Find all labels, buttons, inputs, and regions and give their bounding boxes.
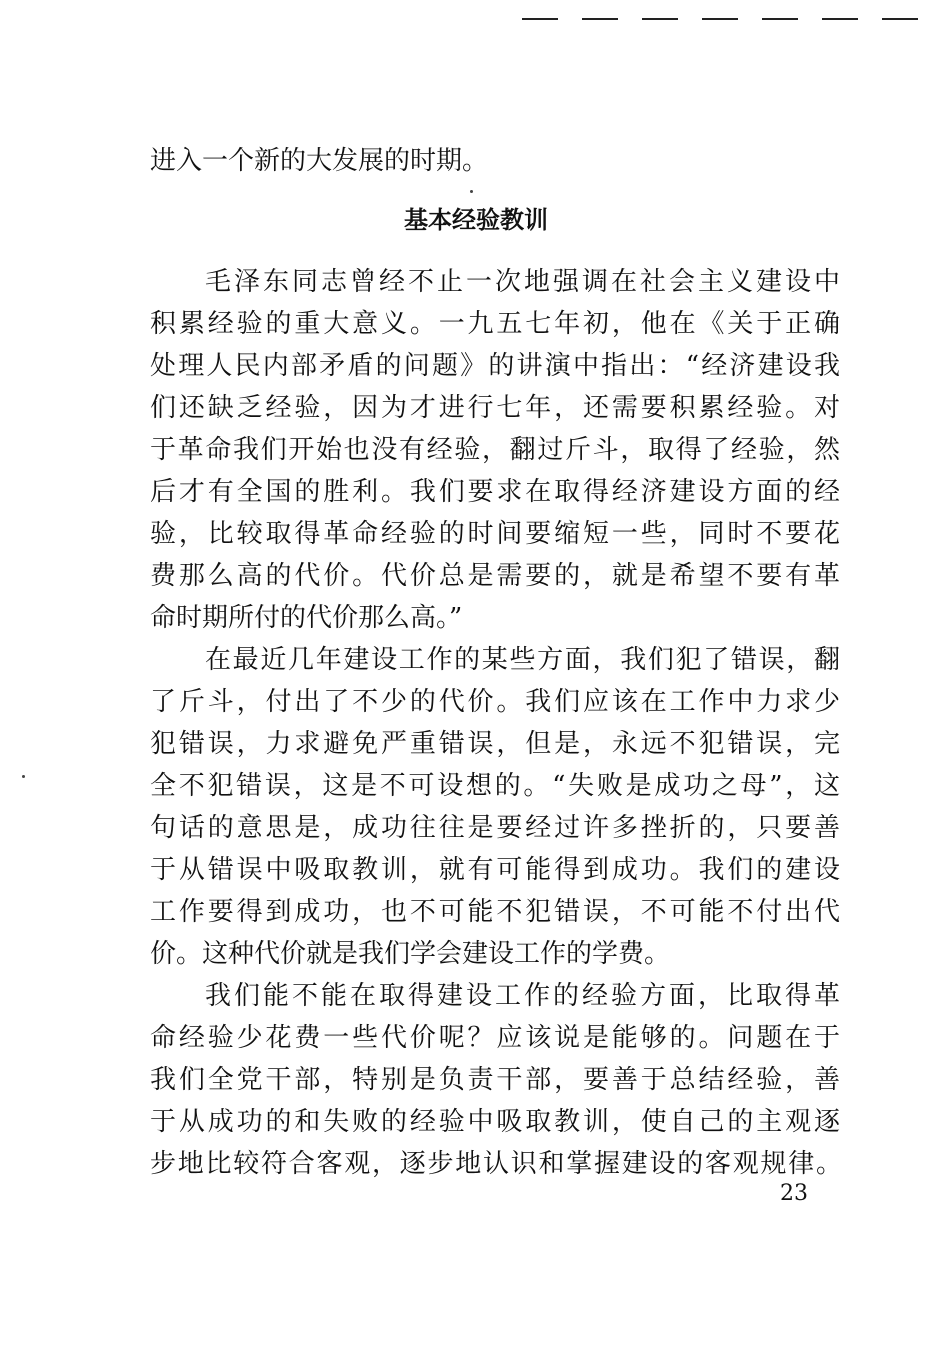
text-line: 在最近几年建设工作的某些方面，我们犯了错误，翻 <box>205 645 840 675</box>
rule-dash <box>582 18 618 20</box>
text-line: 句话的意思是，成功往往是要经过许多挫折的，只要善 <box>150 813 840 843</box>
text-line: 积累经验的重大意义。一九五七年初，他在《关于正确 <box>150 309 840 339</box>
rule-dash <box>642 18 678 20</box>
text-line: 了斤斗，付出了不少的代价。我们应该在工作中力求少 <box>150 687 840 717</box>
text-line: 我们全党干部，特别是负责干部，要善于总结经验，善 <box>150 1065 840 1095</box>
text-line: 犯错误，力求避免严重错误，但是，永远不犯错误，完 <box>150 729 840 759</box>
text-line: 于从成功的和失败的经验中吸取教训，使自己的主观逐 <box>150 1107 840 1137</box>
top-dashed-rule <box>522 18 918 20</box>
text-line: 后才有全国的胜利。我们要求在取得经济建设方面的经 <box>150 477 840 507</box>
text-line: 工作要得到成功，也不可能不犯错误，不可能不付出代 <box>150 897 840 927</box>
text-line: 步地比较符合客观，逐步地认识和掌握建设的客观规律。 <box>150 1149 842 1179</box>
text-line: 于革命我们开始也没有经验，翻过斤斗，取得了经验，然 <box>150 435 840 465</box>
text-line: 命经验少花费一些代价呢？应该说是能够的。问题在于 <box>150 1023 840 1053</box>
text-line: 毛泽东同志曾经不止一次地强调在社会主义建设中 <box>205 267 840 297</box>
text-line: 价。这种代价就是我们学会建设工作的学费。 <box>150 939 671 969</box>
text-line: 们还缺乏经验，因为才进行七年，还需要积累经验。对 <box>150 393 840 423</box>
text-line: 全不犯错误，这是不可设想的。“失败是成功之母”，这 <box>150 771 840 801</box>
page-number: 23 <box>780 1181 808 1206</box>
text-line: 我们能不能在取得建设工作的经验方面，比取得革 <box>205 981 840 1011</box>
rule-dash <box>702 18 738 20</box>
text-line: 费那么高的代价。代价总是需要的，就是希望不要有革 <box>150 561 840 591</box>
rule-dash <box>882 18 918 20</box>
rule-dash <box>522 18 558 20</box>
rule-dash <box>822 18 858 20</box>
rule-dash <box>762 18 798 20</box>
text-line: 命时期所付的代价那么高。” <box>150 603 463 633</box>
text-line: 于从错误中吸取教训，就有可能得到成功。我们的建设 <box>150 855 840 885</box>
speck <box>470 190 473 193</box>
text-line: 验，比较取得革命经验的时间要缩短一些，同时不要花 <box>150 519 840 549</box>
section-heading: 基本经验教训 <box>404 205 548 234</box>
text-line: 处理人民内部矛盾的问题》的讲演中指出：“经济建设我 <box>150 351 840 381</box>
intro-line: 进入一个新的大发展的时期。 <box>150 146 489 176</box>
speck <box>22 775 25 778</box>
